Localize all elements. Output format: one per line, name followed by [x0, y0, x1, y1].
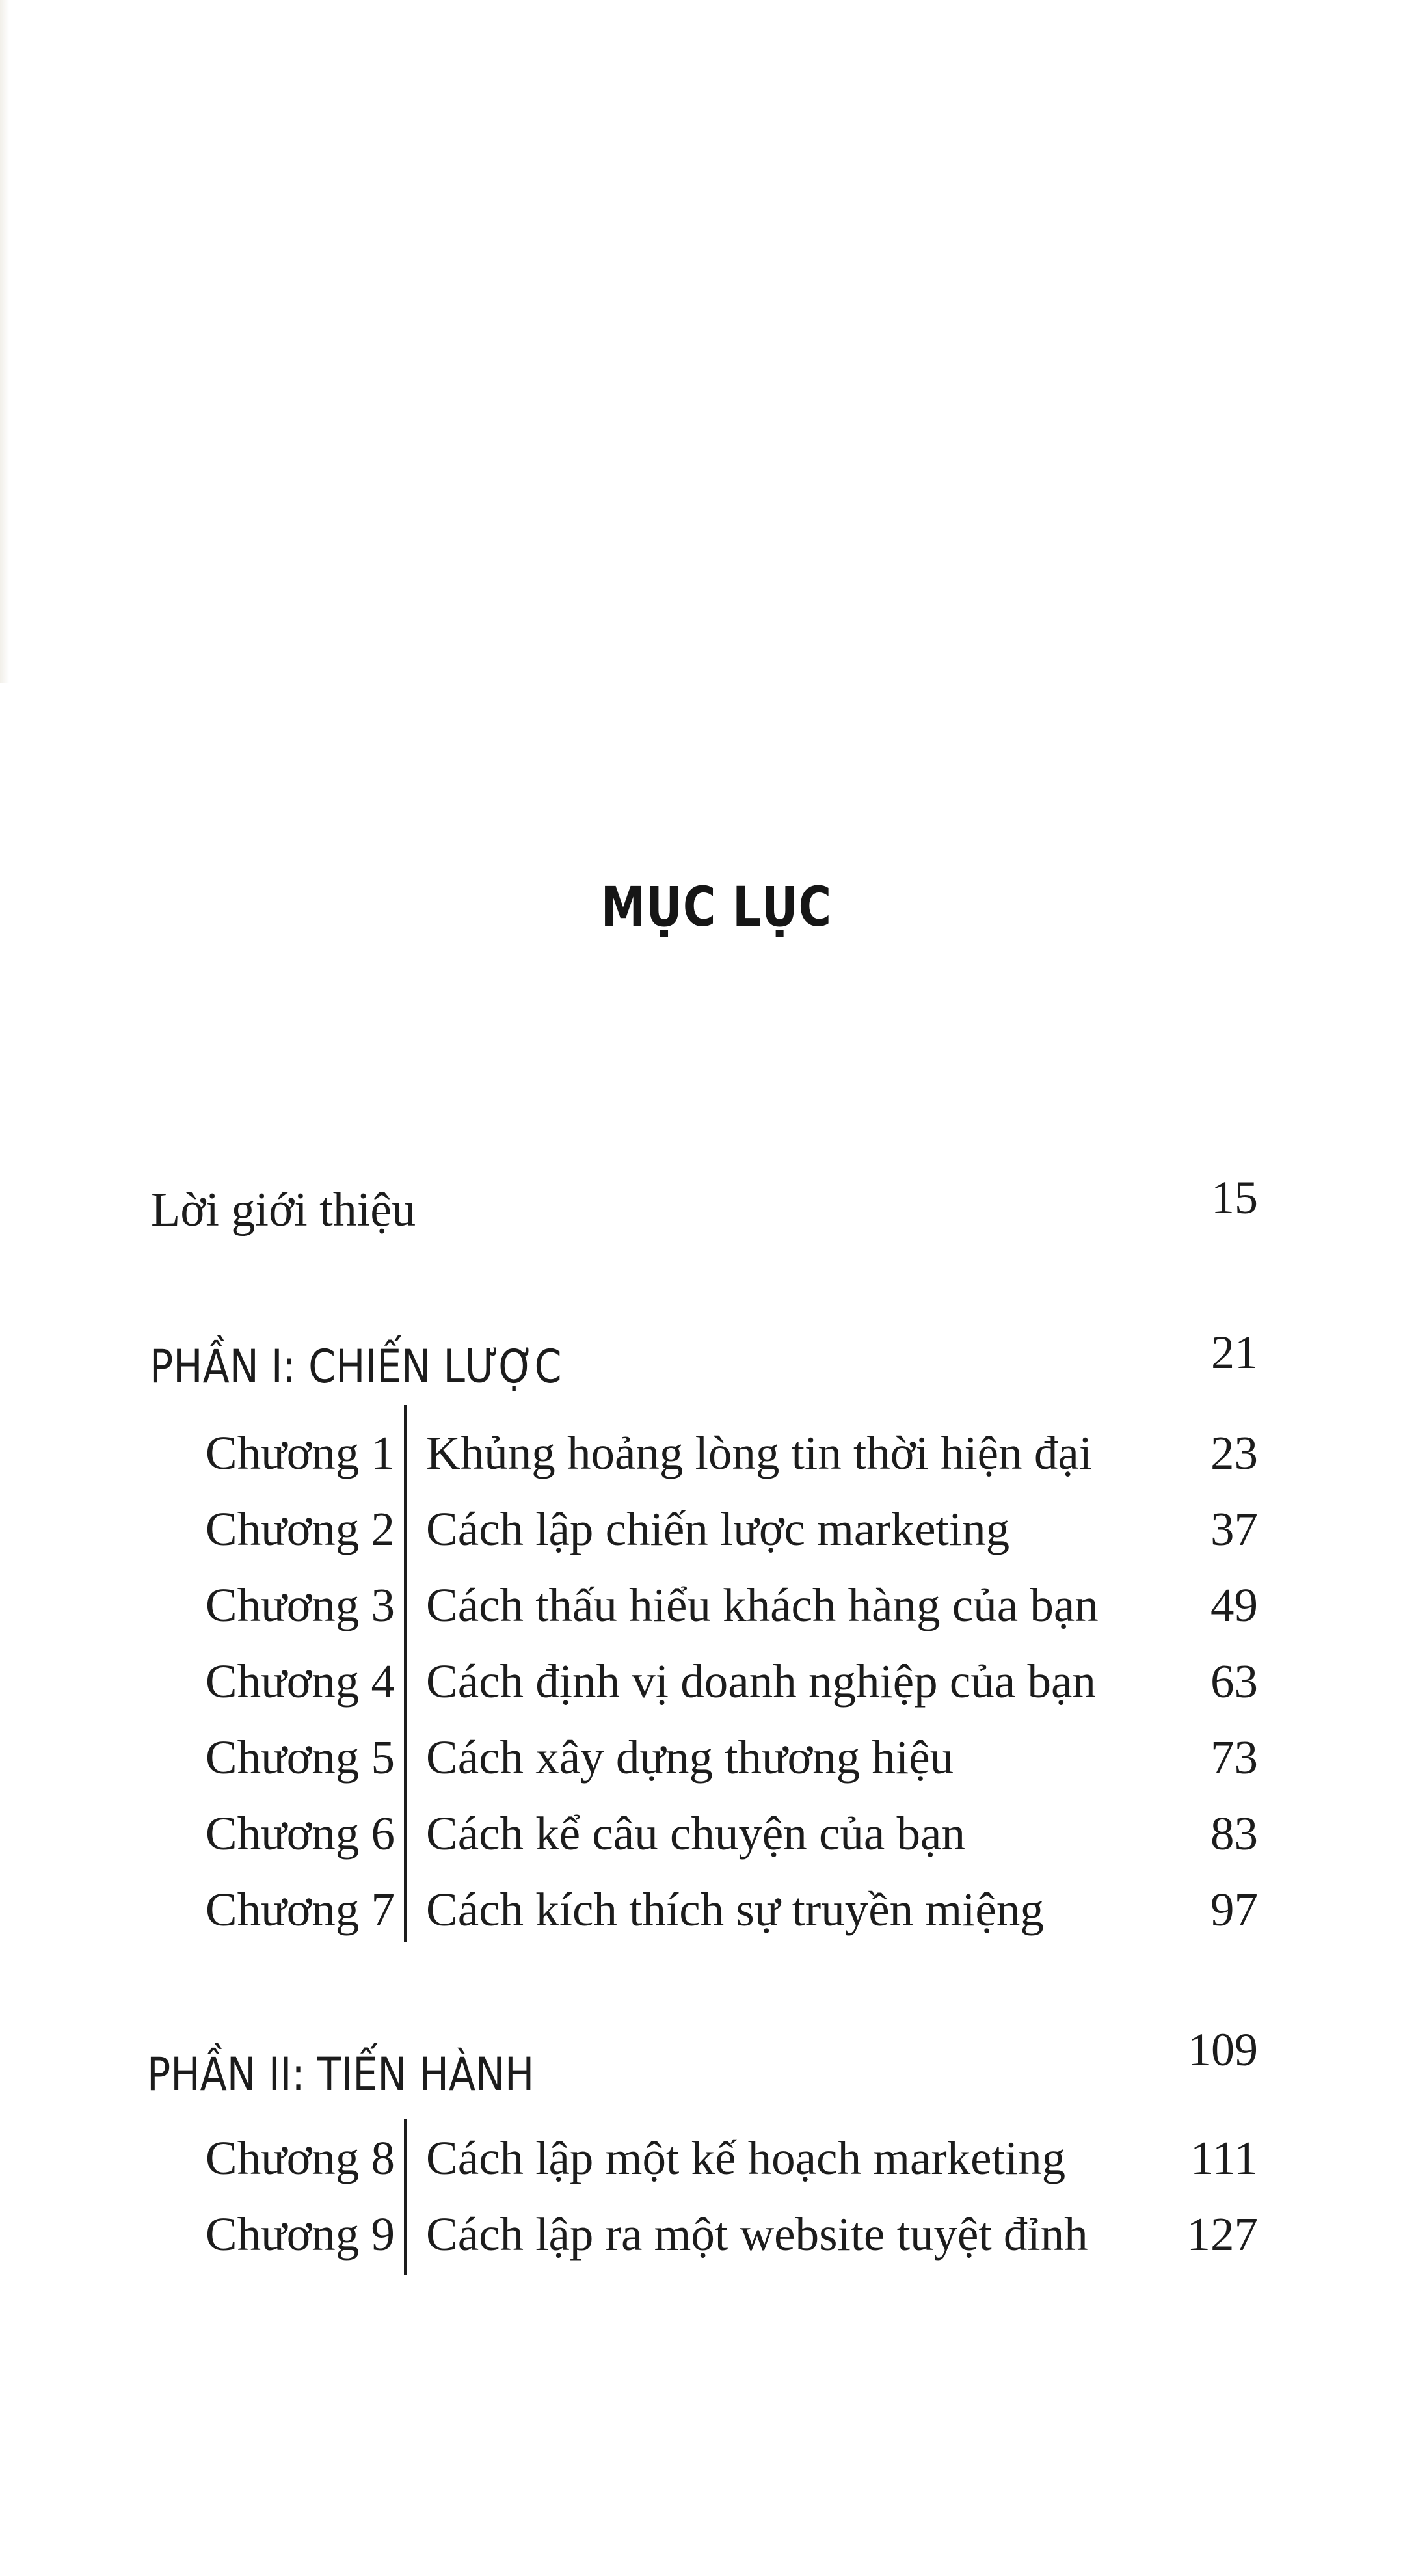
chapter-title: Cách xây dựng thương hiệu — [426, 1731, 954, 1784]
chapter-page-number: 111 — [1190, 2132, 1258, 2184]
chapter-label: Chương 7 — [205, 1883, 395, 1936]
chapter-title: Cách lập một kế hoạch marketing — [426, 2132, 1066, 2184]
chapter-title: Cách kích thích sự truyền miệng — [426, 1883, 1044, 1936]
chapter-page-number: 63 — [1210, 1655, 1258, 1708]
toc-chapter-row — [0, 1493, 1416, 1569]
chapter-label: Chương 8 — [205, 2132, 395, 2184]
chapter-page-number: 97 — [1210, 1883, 1258, 1936]
chapter-label: Chương 5 — [205, 1731, 395, 1784]
chapter-label: Chương 9 — [205, 2208, 395, 2261]
part-1-page-number: 21 — [1211, 1326, 1258, 1378]
chapter-label: Chương 1 — [205, 1427, 395, 1479]
intro-label: Lời giới thiệu — [151, 1183, 416, 1237]
toc-chapter-row — [0, 1873, 1416, 1950]
chapter-page-number: 83 — [1210, 1807, 1258, 1860]
toc-chapter-row — [0, 1569, 1416, 1645]
chapter-page-number: 127 — [1186, 2208, 1258, 2261]
chapter-label: Chương 6 — [205, 1807, 395, 1860]
page-title: MỤC LỤC — [600, 875, 832, 939]
chapter-label: Chương 4 — [205, 1655, 395, 1708]
chapter-page-number: 73 — [1210, 1731, 1258, 1784]
chapter-title: Cách lập chiến lược marketing — [426, 1503, 1010, 1555]
toc-chapter-row — [0, 1797, 1416, 1873]
toc-chapter-row — [0, 1645, 1416, 1721]
intro-page-number: 15 — [1211, 1172, 1258, 1224]
toc-chapter-row — [0, 1721, 1416, 1797]
chapter-title: Cách định vị doanh nghiệp của bạn — [426, 1655, 1096, 1708]
part-2-page-number: 109 — [1188, 2024, 1258, 2076]
chapter-label: Chương 3 — [205, 1579, 395, 1631]
chapter-page-number: 23 — [1210, 1427, 1258, 1479]
toc-chapter-row — [0, 2198, 1416, 2274]
part-2-heading: PHẦN II: TIẾN HÀNH — [147, 2048, 535, 2101]
chapter-page-number: 37 — [1210, 1503, 1258, 1555]
part-1-heading: PHẦN I: CHIẾN LƯỢC — [150, 1340, 562, 1393]
toc-chapter-row — [0, 1417, 1416, 1493]
chapter-title: Cách thấu hiểu khách hàng của bạn — [426, 1579, 1099, 1631]
chapter-title: Khủng hoảng lòng tin thời hiện đại — [426, 1427, 1092, 1479]
page-edge-shadow — [0, 0, 9, 683]
chapter-title: Cách lập ra một website tuyệt đỉnh — [426, 2208, 1088, 2261]
toc-chapter-row — [0, 2122, 1416, 2198]
chapter-title: Cách kể câu chuyện của bạn — [426, 1807, 965, 1860]
chapter-page-number: 49 — [1210, 1579, 1258, 1631]
chapter-label: Chương 2 — [205, 1503, 395, 1555]
